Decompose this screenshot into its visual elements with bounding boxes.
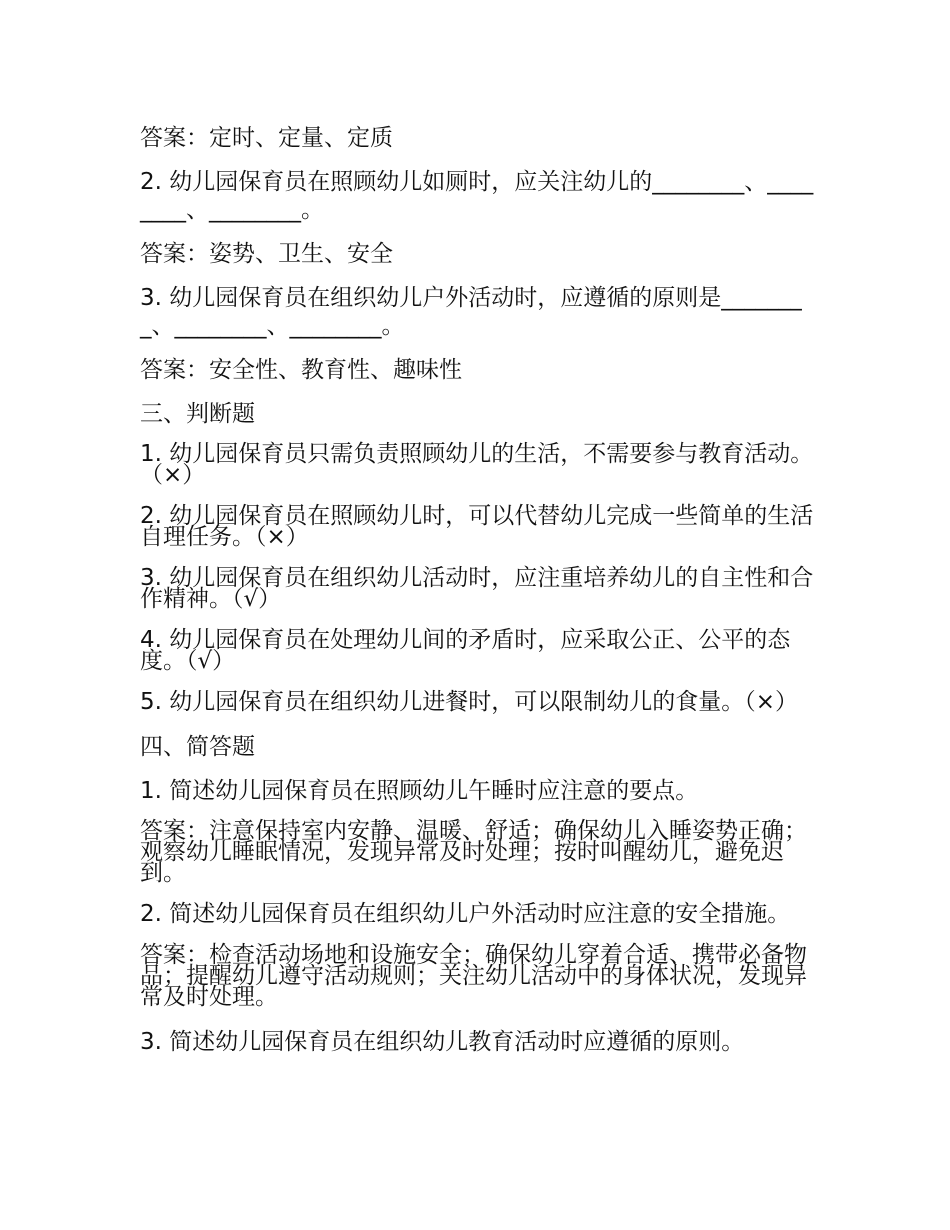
true-false-question: 4. 幼儿园保育员在处理幼儿间的矛盾时，应采取公正、公平的态度。（√） bbox=[140, 627, 791, 674]
answer-paragraph: 答案：检查活动场地和设施安全；确保幼儿穿着合适、携带必备物品；提醒幼儿遵守活动规则；关注幼儿活动中的身体状况，发现异常及时处理。 bbox=[140, 942, 807, 1010]
answer-paragraph: 答案：注意保持室内安静、温暖、舒适；确保幼儿入睡姿势正确；观察幼儿睡眠情况，发现异常及时处理；按时叫醒幼儿，避免迟到。 bbox=[140, 818, 807, 886]
fill-blank-question: 3. 幼儿园保育员在组织幼儿户外活动时，应遵循的原则是________、________、________。 bbox=[140, 285, 802, 339]
document-page bbox=[140, 124, 820, 1072]
true-false-question: 2. 幼儿园保育员在照顾幼儿时，可以代替幼儿完成一些简单的生活自理任务。（×） bbox=[140, 503, 814, 550]
short-answer-question: 3. 简述幼儿园保育员在组织幼儿教育活动时应遵循的原则。 bbox=[140, 1029, 745, 1055]
answer-paragraph: 答案：定时、定量、定质 bbox=[140, 125, 393, 151]
true-false-question: 3. 幼儿园保育员在组织幼儿活动时，应注重培养幼儿的自主性和合作精神。（√） bbox=[140, 565, 814, 612]
section-heading-short-answer: 四、简答题 bbox=[140, 734, 255, 760]
answer-paragraph: 答案：姿势、卫生、安全 bbox=[140, 241, 393, 267]
short-answer-question: 1. 简述幼儿园保育员在照顾幼儿午睡时应注意的要点。 bbox=[140, 778, 699, 804]
short-answer-question: 2. 简述幼儿园保育员在组织幼儿户外活动时应注意的安全措施。 bbox=[140, 901, 791, 927]
answer-paragraph: 答案：安全性、教育性、趣味性 bbox=[140, 357, 462, 383]
true-false-question: 1. 幼儿园保育员只需负责照顾幼儿的生活，不需要参与教育活动。（×） bbox=[140, 441, 814, 488]
fill-blank-question: 2. 幼儿园保育员在照顾幼儿如厕时，应关注幼儿的________、________、________。 bbox=[140, 169, 814, 223]
section-heading-true-false: 三、判断题 bbox=[140, 401, 255, 427]
true-false-question: 5. 幼儿园保育员在组织幼儿进餐时，可以限制幼儿的食量。（×） bbox=[140, 689, 799, 715]
